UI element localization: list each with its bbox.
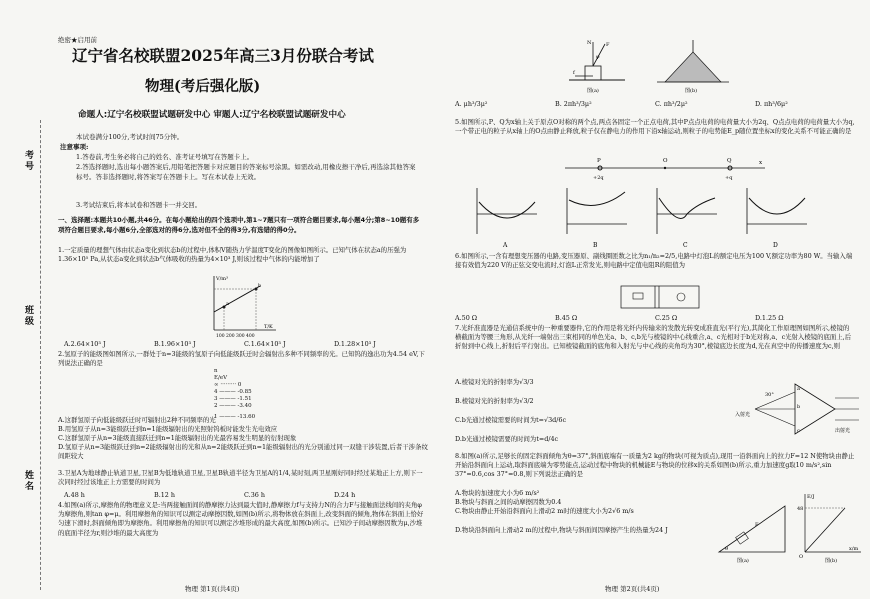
exam-subtitle: 物理(考后强化版) xyxy=(145,78,261,95)
q5-fig-p: P xyxy=(597,158,601,164)
q2-option-a[interactable]: A.这群氢原子向低能级跃迁时可辐射出2种不同频率的光 xyxy=(58,416,216,424)
q1-options xyxy=(64,340,424,348)
question-8: 8.如图(a)所示,足够长的固定斜面倾角为θ=37°,斜面底端有一质量为2 kg的物块(可视为质点),现用一沿斜面向上的拉力F=12 N使物块由静止开始沿斜面向上运动,取斜面底端为零势能点,运动过程中物块的机械能E与物块的位移x的关系如图(b)所示,重力加速度g取10 m/s²,sin 37°=0.6,cos 37°=0.8,则下列说法正确的是 xyxy=(455,452,855,479)
q2-option-d[interactable]: D.氢原子从n=3能级跃迁到n=2能级辐射出的光和从n=2能级跃迁到n=1能级辐射出的光分别通过同一双缝干涉装置,后者干涉条纹间距较大 xyxy=(58,443,428,461)
q2-level-header-e: E/eV xyxy=(214,375,228,381)
q7-option-c[interactable]: C.b光通过棱镜需要的时间为t=√3d/6c xyxy=(455,416,567,424)
q4-option-a[interactable]: A. μh³/3μ² xyxy=(455,100,488,108)
q7-fig-c: c xyxy=(797,428,800,434)
q1-option-d[interactable]: D.1.28×10³ J xyxy=(334,340,376,348)
authors-line: 命题人:辽宁名校联盟试题研发中心 审题人:辽宁名校联盟试题研发中心 xyxy=(78,110,346,120)
q5-option-d: D xyxy=(773,242,778,249)
q2-level-2: 2 ——— -3.40 xyxy=(214,403,252,409)
q4-fig-label-f: f xyxy=(573,70,575,76)
question-5: 5.如图所示,P、Q为x轴上关于原点O对称的两个点,两点各固定一个正点电荷,其中P点点电荷的电荷量大小为2q、Q点点电荷的电荷量大小为q,一个带正电的粒子从x轴上的O点由静止释放,粒子仅在静电力的作用下沿x轴运动,则粒子的电势能E_p随位置坐标x的变化关系不可能正确的是 xyxy=(455,118,855,136)
q5-axis-figure xyxy=(555,154,775,182)
q4-friction-figures xyxy=(565,36,745,98)
q1-option-c[interactable]: C.1.64×10³ J xyxy=(244,340,286,348)
q7-option-a[interactable]: A.棱镜对光的折射率为√3/3 xyxy=(455,378,534,386)
q5-fig-x: x xyxy=(759,160,763,166)
q2-option-b[interactable]: B.用氢原子从n=3能级跃迁到n=1能级辐射出的光照射钨板时能发生光电效应 xyxy=(58,425,278,433)
exam-title: 辽宁省名校联盟2025年高三3月份联合考试 xyxy=(72,46,374,65)
side-label-name: 姓名 xyxy=(23,470,33,492)
q1-option-a[interactable]: A.2.64×10³ J xyxy=(64,340,106,348)
question-4: 4.如图(a)所示,摩擦角的物理意义是:当两接触面间的静摩擦力达到最大值时,静摩擦力f与支持力N的合力F与接触面法线间的夹角φ为摩擦角,则tan φ=μ。利用摩擦角的知识可以测定动摩擦因数,如图(b)所示,将物体放在斜面上,改变斜面的倾角,物体在斜面上恰好匀速下滑时,斜面倾角即为摩擦角。利用摩擦角的知识可以测定沙堆形成的最大高度,如图(b)所示。已知沙子间动摩擦因数为μ,沙堆的底面半径为r,则沙堆的最大高度为 xyxy=(58,501,424,537)
q6-option-d[interactable]: D.1.25 Ω xyxy=(755,314,784,322)
q6-option-a[interactable]: A.50 Ω xyxy=(455,314,478,322)
q7-fig-a: a xyxy=(797,386,800,392)
secret-mark: 绝密★启用前 xyxy=(58,36,97,44)
section-1-header: 一、选择题:本题共10小题,共46分。在每小题给出的四个选项中,第1~7题只有一项符合题目要求,每小题4分;第8~10题有多项符合题目要求,每小题6分,全部选对的得6分,选对但不全的得3分,有选错的得0分。 xyxy=(58,216,420,234)
q7-prism-figure xyxy=(735,378,863,440)
question-7: 7.光纤准直器是光通信系统中的一种重要器件,它的作用是将光纤内传输来的发散光转变成准直光(平行光),其简化工作原理图如图所示,棱镜的横截面为等腰三角形,从光纤一端射出三束相同的单色光a、b、c,b光与棱镜的中心线重合,a、c光相对于b光对称,a、c光射入棱镜的底面上,后折射到中心线上,折射后平行射出。已知棱镜截面的底角和入射光与中心线的夹角均为30°,棱镜底边长度为d,光在真空中的传播速度为c,则 xyxy=(455,324,852,351)
q4-fig-label-f-cap: F xyxy=(606,42,610,48)
q7-fig-in: 入射光 xyxy=(735,412,751,418)
q3-option-b[interactable]: B.12 h xyxy=(154,491,176,499)
exam-info: 本试卷满分100分,考试时间75分钟。 xyxy=(76,133,184,141)
q4-fig-caption-a: 图(a) xyxy=(587,88,599,94)
question-3: 3.卫星A为地球静止轨道卫星,卫星B为低地轨道卫星,卫星B轨道半径为卫星A的1/4,某时刻,两卫星刚好同时经过某地正上方,则下一次同时经过该地正上方需要的时间为 xyxy=(58,469,423,487)
q4-fig-caption-b: 图(b) xyxy=(685,88,698,94)
q8-option-a[interactable]: A.物块的加速度大小为6 m/s² xyxy=(455,489,540,497)
q5-fig-charge-p: +2q xyxy=(593,175,604,181)
q1-vt-graph xyxy=(200,272,280,338)
q5-fig-q: Q xyxy=(727,158,732,164)
q8-fig-origin: O xyxy=(799,554,804,560)
right-footer: 物理 第2页(共4页) xyxy=(605,585,660,593)
q2-level-4: 4 ——— -0.85 xyxy=(214,389,252,395)
q8-fig-theta: θ xyxy=(725,546,729,552)
q6-options xyxy=(455,314,855,322)
q8-fig-48: 48 xyxy=(797,506,804,512)
q4-option-b[interactable]: B. 2πh³/3μ² xyxy=(555,100,592,108)
q8-fig-caption-b: 图(b) xyxy=(825,558,838,564)
q8-figures xyxy=(715,486,865,566)
q8-fig-f: F xyxy=(755,522,759,528)
q2-level-header-n: n xyxy=(214,368,218,374)
q7-option-b[interactable]: B.棱镜对光的折射率为√3/2 xyxy=(455,397,534,405)
q3-option-c[interactable]: C.36 h xyxy=(244,491,265,499)
q7-fig-angle: 30° xyxy=(765,392,774,398)
q1-fig-point-a: a xyxy=(226,301,229,307)
q4-fig-label-n: N xyxy=(587,40,592,46)
q5-option-c: C xyxy=(683,242,688,249)
q7-fig-b: b xyxy=(797,404,801,410)
q6-circuit xyxy=(615,282,705,312)
q8-option-d[interactable]: D.物块沿斜面向上滑动2 m的过程中,物块与斜面间因摩擦产生的热量为24 J xyxy=(455,526,668,534)
q1-fig-xlabel: T/K xyxy=(264,324,273,330)
q5-fig-charge-q: +q xyxy=(725,175,733,181)
q8-fig-ylabel: E/J xyxy=(807,494,815,500)
q1-option-b[interactable]: B.1.96×10³ J xyxy=(154,340,196,348)
q8-fig-xlabel: x/m xyxy=(849,546,859,552)
q1-fig-ticks: 100 200 300 400 xyxy=(216,334,255,338)
q4-option-d[interactable]: D. πh³/6μ² xyxy=(755,100,788,108)
q1-fig-point-b: b xyxy=(258,283,262,289)
q1-fig-ylabel: V/m³ xyxy=(216,276,229,282)
side-label-exam-number: 考号 xyxy=(23,150,33,172)
question-1: 1.一定质量的理想气体由状态a变化到状态b的过程中,体积V随热力学温度T变化的图像如图所示。已知气体在状态a的压强为1.36×10⁵ Pa,从状态a变化到状态b气体吸收的热量为4×10³ J,则该过程中气体的内能增加了 xyxy=(58,246,407,264)
question-6: 6.如图所示,一含有理想变压器的电路,变压器原、副线圈匝数之比为n₁/n₂=2/5,电路中灯泡L的额定电压为100 V,额定功率为80 W。当输入端接有效值为220 V的正弦交变电流时,灯泡L正常发光,则电路中定值电阻R的阻值为 xyxy=(455,252,853,270)
question-2: 2.氢原子的能级图如图所示,一群处于n=3能级的氢原子向低能级跃迁时会辐射出多种不同频率的光。已知钨的逸出功为4.54 eV,下列说法正确的是 xyxy=(58,350,425,368)
q4-option-c[interactable]: C. πh³/2μ² xyxy=(655,100,688,108)
right-page xyxy=(435,0,870,599)
q8-fig-caption-a: 图(a) xyxy=(737,558,749,564)
q5-fig-o: O xyxy=(663,158,668,164)
side-label-class: 班级 xyxy=(23,305,33,327)
q3-options xyxy=(64,491,424,499)
q2-level-1: 1 ——— -13.60 xyxy=(214,414,256,420)
notes-title: 注意事项: xyxy=(60,143,89,151)
left-footer: 物理 第1页(共4页) xyxy=(185,585,240,593)
note-3: 3.考试结束后,将本试卷和答题卡一并交回。 xyxy=(76,201,202,209)
note-2: 2.答选择题时,选出每小题答案后,用铅笔把答题卡对应题目的答案标号涂黑。如需改动,用橡皮擦干净后,再选涂其他答案标号。答非选择题时,将答案写在答题卡上。写在本试卷上无效。 xyxy=(76,163,416,181)
binding-line xyxy=(40,120,41,590)
q5-option-a: A xyxy=(503,242,508,249)
q7-fig-out: 出射光 xyxy=(835,428,851,434)
q2-option-c[interactable]: C.这群氢原子从n=3能级直接跃迁到n=1能级辐射出的光最容易发生明显的衍射现象 xyxy=(58,434,297,442)
q8-option-b[interactable]: B.物块与斜面之间的动摩擦因数为0.4 xyxy=(455,498,562,506)
q8-option-c[interactable]: C.物块由静止开始沿斜面向上滑动2 m时的速度大小为2√6 m/s xyxy=(455,507,634,515)
q6-option-b[interactable]: B.45 Ω xyxy=(555,314,578,322)
q5-option-graphs xyxy=(455,184,855,252)
q3-option-a[interactable]: A.48 h xyxy=(64,491,85,499)
q7-option-d[interactable]: D.b光通过棱镜需要的时间为t=d/4c xyxy=(455,435,559,443)
q6-option-c[interactable]: C.25 Ω xyxy=(655,314,678,322)
q2-energy-diagram xyxy=(214,368,294,421)
note-1: 1.答卷前,考生务必将自己的姓名、准考证号填写在答题卡上。 xyxy=(76,153,254,161)
q2-level-3: 3 ——— -1.51 xyxy=(214,396,252,402)
q2-level-inf: ∞ ········· 0 xyxy=(214,382,242,388)
q3-option-d[interactable]: D.24 h xyxy=(334,491,356,499)
q4-fig-label-phi: φ xyxy=(596,54,600,60)
q5-option-b: B xyxy=(593,242,598,249)
q4-options xyxy=(455,100,855,108)
